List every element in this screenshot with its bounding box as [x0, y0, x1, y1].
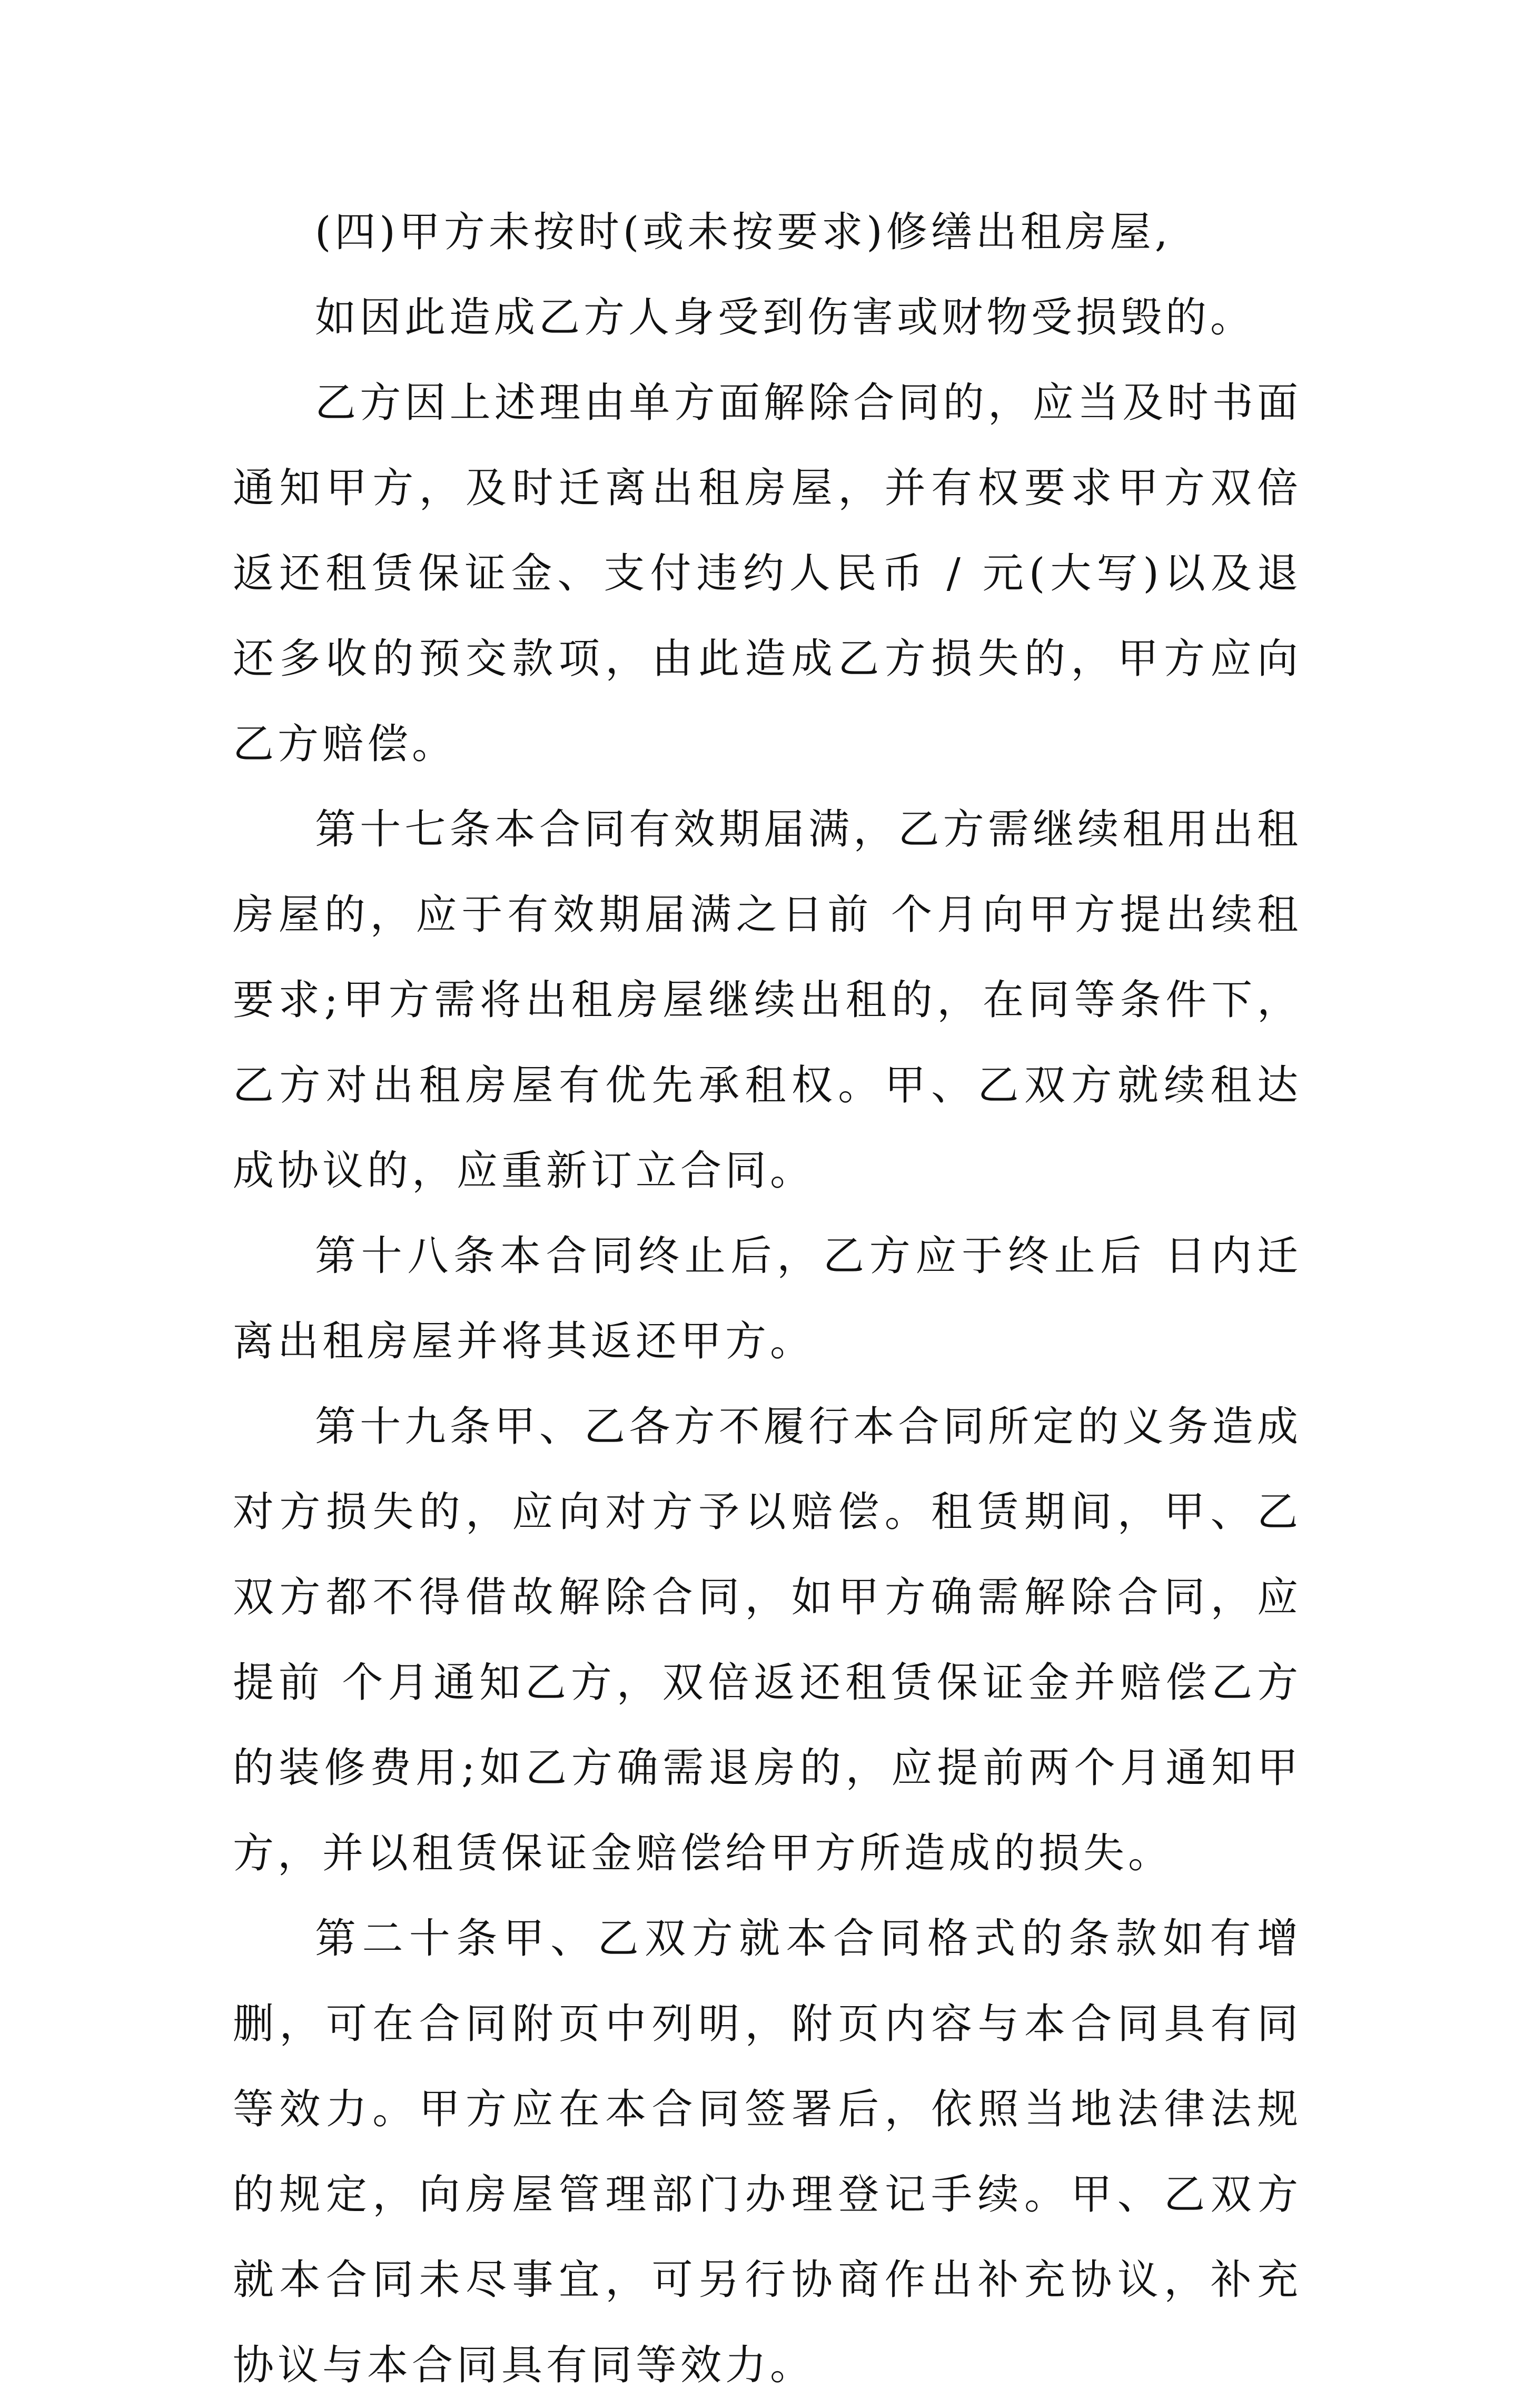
paragraph-4-article-17: 第十七条本合同有效期届满，乙方需继续租用出租房屋的，应于有效期届满之日前 个月向甲方提出续租要求;甲方需将出租房屋继续出租的，在同等条件下，乙方对出租房屋有优先承租权。甲、乙双方就续租达成协议的，应重新订立合同。: [233, 806, 1302, 1195]
paragraph-3: 乙方因上述理由单方面解除合同的，应当及时书面通知甲方，及时迁离出租房屋，并有权要求甲方双倍返还租赁保证金、支付违约人民币 / 元(大写)以及退还多收的预交款项，由此造成乙方损失的，甲方应向乙方赔偿。: [233, 379, 1302, 768]
paragraph-2: 如因此造成乙方人身受到伤害或财物受损毁的。: [315, 294, 1255, 341]
paragraph-7-article-20: 第二十条甲、乙双方就本合同格式的条款如有增删，可在合同附页中列明，附页内容与本合同具有同等效力。甲方应在本合同签署后，依照当地法律法规的规定，向房屋管理部门办理登记手续。甲、乙双方就本合同未尽事宜，可另行协商作出补充协议，补充协议与本合同具有同等效力。: [233, 1915, 1302, 2389]
document-body: [233, 190, 1302, 2408]
paragraph-1: (四)甲方未按时(或未按要求)修缮出租房屋,: [315, 209, 1172, 256]
paragraph-6-article-19: 第十九条甲、乙各方不履行本合同所定的义务造成对方损失的，应向对方予以赔偿。租赁期间，甲、乙双方都不得借故解除合同，如甲方确需解除合同，应提前 个月通知乙方，双倍返还租赁保证金并赔偿乙方的装修费用;如乙方确需退房的，应提前两个月通知甲方，并以租赁保证金赔偿给甲方所造成的损失。: [233, 1403, 1302, 1877]
paragraph-5-article-18: 第十八条本合同终止后，乙方应于终止后 日内迁离出租房屋并将其返还甲方。: [233, 1232, 1302, 1365]
